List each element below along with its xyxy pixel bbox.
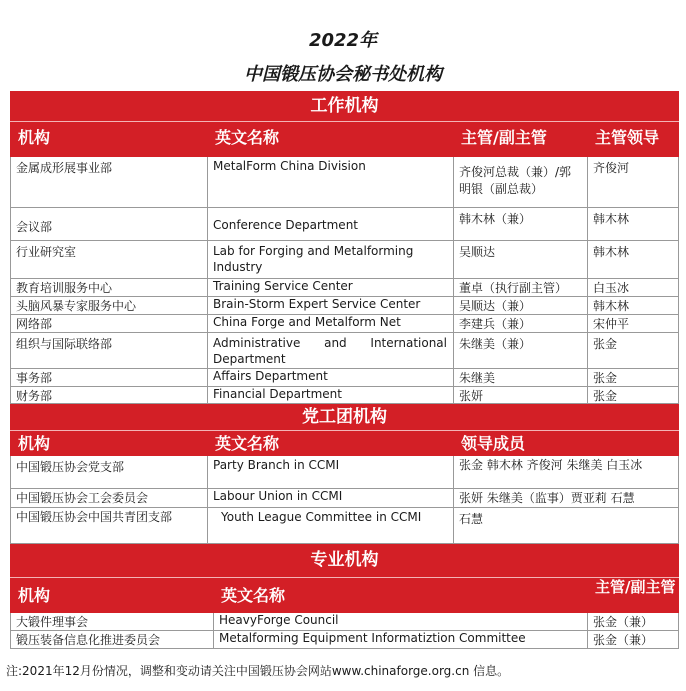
table-cell: Affairs Department <box>213 369 328 383</box>
section-heading-work: 工作机构 <box>10 91 679 121</box>
header-manager: 主管/副主管 <box>595 578 676 596</box>
table-cell: Financial Department <box>213 387 342 401</box>
footnote: 注:2021年12月份情况，调整和变动请关注中国锻压协会网站www.chinaforge.org.cn 信息。 <box>6 664 510 678</box>
table-cell: 吴顺达（兼） <box>459 299 532 313</box>
table-cell: 中国锻压协会党支部 <box>16 460 125 474</box>
section-heading-professional: 专业机构 <box>10 544 679 577</box>
table-cell: China Forge and Metalform Net <box>213 315 401 329</box>
table-row <box>10 241 679 279</box>
table-cell: 张金（兼） <box>593 633 654 647</box>
table-row <box>10 387 679 404</box>
table-cell: 齐俊河 <box>593 161 630 175</box>
table-cell: 金属成形展事业部 <box>16 161 113 175</box>
header-manager: 主管/副主管 <box>461 128 547 147</box>
table-cell: Youth League Committee in CCMI <box>221 510 422 524</box>
table-cell: Administrative and International Department <box>213 336 447 366</box>
table-cell: 董卓（执行副主管） <box>459 281 568 295</box>
table-cell: 中国锻压协会中国共青团支部 <box>16 510 173 524</box>
title-main: 中国锻压协会秘书处机构 <box>244 64 442 85</box>
table-row <box>10 508 679 544</box>
header-org: 机构 <box>18 128 51 147</box>
table-cell: Lab for Forging and Metalforming Industry <box>213 244 414 274</box>
table-cell: 事务部 <box>16 371 53 385</box>
table-header-professional <box>10 577 679 613</box>
table-cell: HeavyForge Council <box>219 613 339 627</box>
table-cell: Metalforming Equipment Informatiztion Committee <box>219 631 526 645</box>
table-cell: 财务部 <box>16 389 53 403</box>
table-cell: 张金 <box>593 371 618 385</box>
table-row <box>10 315 679 333</box>
table-cell: 张金 韩木林 齐俊河 朱继美 白玉冰 <box>459 458 643 472</box>
table-cell: 韩木林 <box>593 212 630 226</box>
table-cell: 会议部 <box>16 220 53 234</box>
title-year: 2022年 <box>308 30 378 51</box>
table-cell: 张金 <box>593 389 618 403</box>
table-cell: 大锻件理事会 <box>16 615 89 629</box>
header-leader: 主管领导 <box>595 128 660 147</box>
table-header-party <box>10 430 679 456</box>
header-english: 英文名称 <box>215 128 280 147</box>
table-cell: Party Branch in CCMI <box>213 458 340 472</box>
table-cell: 韩木林（兼） <box>459 212 532 226</box>
header-org: 机构 <box>18 434 51 453</box>
table-cell: 石慧 <box>459 512 484 526</box>
table-row <box>10 613 679 631</box>
table-cell: 李建兵（兼） <box>459 317 532 331</box>
table-cell: 锻压装备信息化推进委员会 <box>16 633 161 647</box>
table-cell: 韩木林 <box>593 245 630 259</box>
header-members: 领导成员 <box>461 434 526 453</box>
table-cell: 教育培训服务中心 <box>16 281 113 295</box>
table-cell: 韩木林 <box>593 299 630 313</box>
table-header-work <box>10 121 679 157</box>
table-row <box>10 208 679 241</box>
table-cell: 齐俊河总裁（兼）/郭明银（副总裁） <box>459 165 572 196</box>
table-cell: Training Service Center <box>213 279 353 293</box>
section-heading-party: 党工团机构 <box>10 404 679 430</box>
table-cell: 张妍 <box>459 389 484 403</box>
table-cell: 张妍 朱继美（监事）贾亚莉 石慧 <box>459 491 635 505</box>
table-row <box>10 157 679 208</box>
table-cell: 张金 <box>593 337 618 351</box>
table-cell: 头脑风暴专家服务中心 <box>16 299 137 313</box>
table-row <box>10 489 679 508</box>
table-row <box>10 333 679 369</box>
table-row <box>10 279 679 297</box>
table-cell: 朱继美（兼） <box>459 337 532 351</box>
table-row <box>10 456 679 489</box>
table-cell: Brain-Storm Expert Service Center <box>213 297 421 311</box>
table-row <box>10 631 679 649</box>
table-cell: Conference Department <box>213 218 359 232</box>
table-cell: 行业研究室 <box>16 245 77 259</box>
header-english: 英文名称 <box>215 434 280 453</box>
table-cell: 网络部 <box>16 317 53 331</box>
table-row <box>10 369 679 387</box>
header-english: 英文名称 <box>221 586 286 605</box>
table-cell: 宋仲平 <box>593 317 630 331</box>
table-cell: Labour Union in CCMI <box>213 489 343 503</box>
table-cell: 张金（兼） <box>593 615 654 629</box>
table-cell: 朱继美 <box>459 371 496 385</box>
table-cell: 组织与国际联络部 <box>16 337 113 351</box>
table-cell: 中国锻压协会工会委员会 <box>16 491 149 505</box>
table-cell: MetalForm China Division <box>213 159 366 173</box>
table-cell: 吴顺达 <box>459 245 496 259</box>
table-cell: 白玉冰 <box>593 281 630 295</box>
header-org: 机构 <box>18 586 51 605</box>
table-row <box>10 297 679 315</box>
